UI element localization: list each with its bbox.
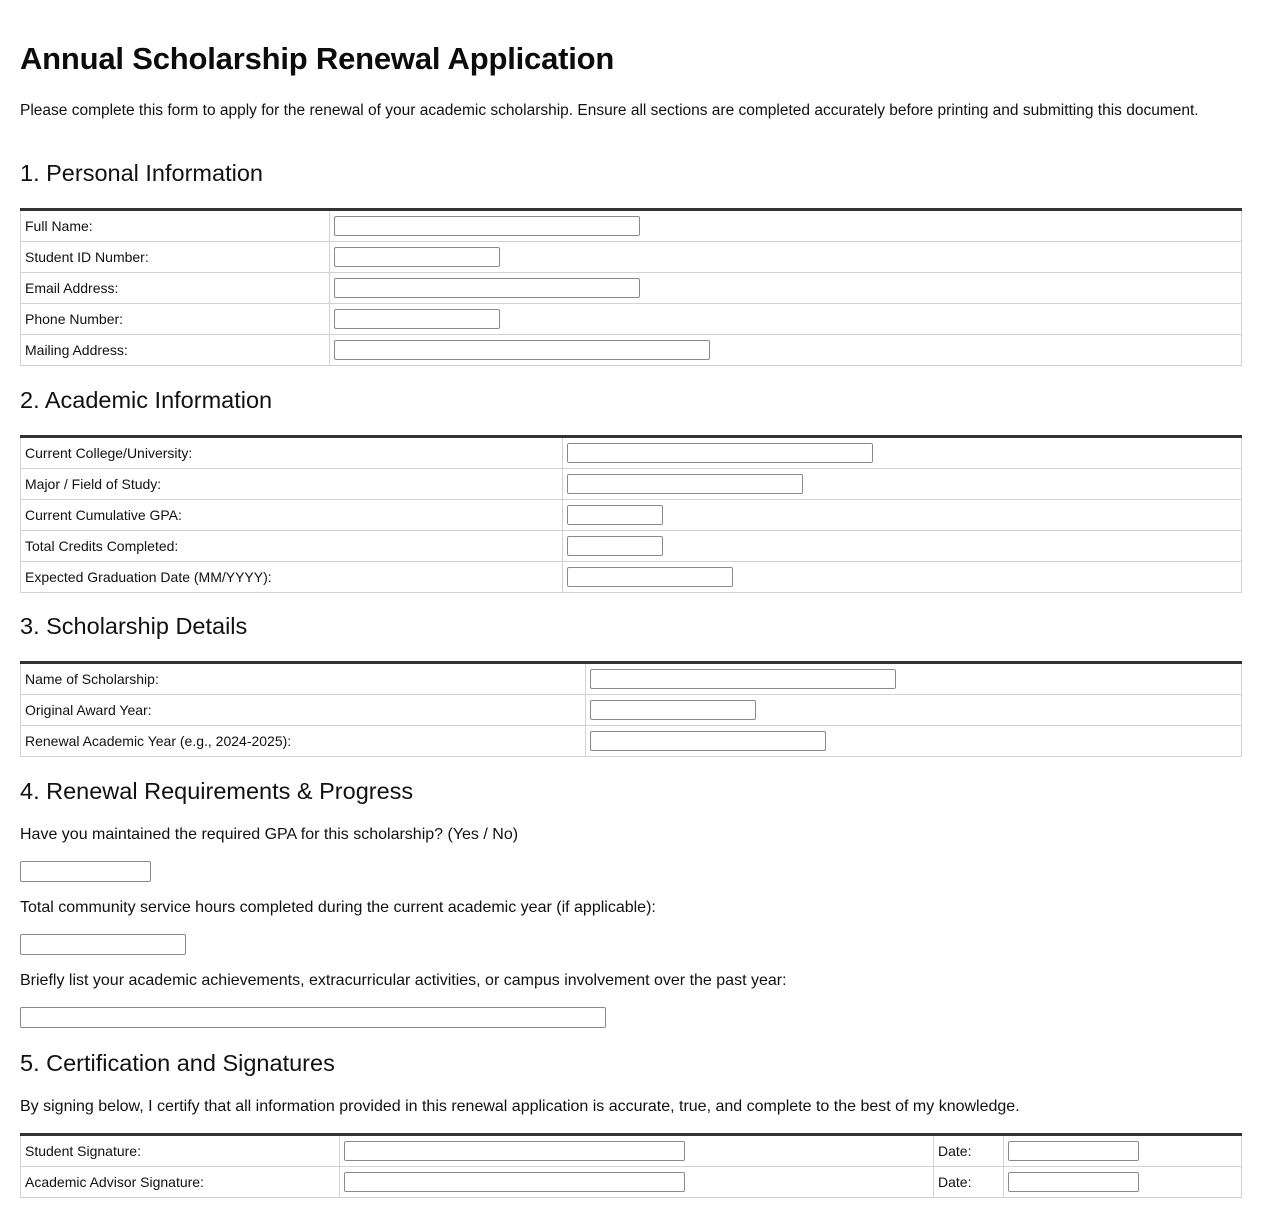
section-heading-academic: 2. Academic Information: [20, 387, 273, 413]
credits-label: Total Credits Completed:: [21, 531, 563, 562]
page-title: Annual Scholarship Renewal Application: [20, 41, 615, 76]
scholarship-details-table: [20, 661, 1242, 757]
intro-text: Please complete this form to apply for the renewal of your academic scholarship. Ensure all sections are completed accurately before printing and submitting this document.: [20, 102, 1199, 119]
table-row: [21, 500, 1242, 531]
table-row: [21, 335, 1242, 366]
advisor-signature-label: Academic Advisor Signature:: [21, 1167, 340, 1198]
student-id-input[interactable]: [334, 247, 500, 267]
mailing-address-label: Mailing Address:: [21, 335, 330, 366]
email-input[interactable]: [334, 278, 640, 298]
student-id-label: Student ID Number:: [21, 242, 330, 273]
table-row: [21, 1135, 1242, 1167]
graduation-date-input[interactable]: [567, 567, 733, 587]
gpa-input[interactable]: [567, 505, 663, 525]
gpa-maintained-question: Have you maintained the required GPA for this scholarship? (Yes / No): [20, 826, 519, 843]
student-signature-input[interactable]: [344, 1141, 685, 1161]
renewal-year-input[interactable]: [590, 731, 826, 751]
table-row: [21, 304, 1242, 335]
certification-statement: By signing below, I certify that all information provided in this renewal application is accurate, true, and complete to the best of my knowledge.: [20, 1098, 1020, 1115]
award-year-label: Original Award Year:: [21, 695, 586, 726]
achievements-input[interactable]: [20, 1007, 606, 1028]
college-label: Current College/University:: [21, 437, 563, 469]
advisor-date-label: Date:: [934, 1167, 1004, 1198]
major-input[interactable]: [567, 474, 803, 494]
section-heading-scholarship: 3. Scholarship Details: [20, 613, 248, 639]
gpa-maintained-input[interactable]: [20, 861, 151, 882]
table-row: [21, 1167, 1242, 1198]
renewal-year-label: Renewal Academic Year (e.g., 2024-2025):: [21, 726, 586, 757]
full-name-input[interactable]: [334, 216, 640, 236]
gpa-label: Current Cumulative GPA:: [21, 500, 563, 531]
academic-info-table: [20, 435, 1242, 593]
table-row: [21, 210, 1242, 242]
signatures-table: [20, 1133, 1242, 1198]
full-name-label: Full Name:: [21, 210, 330, 242]
scholarship-name-label: Name of Scholarship:: [21, 663, 586, 695]
table-row: [21, 562, 1242, 593]
email-label: Email Address:: [21, 273, 330, 304]
table-row: [21, 437, 1242, 469]
section-heading-renewal: 4. Renewal Requirements & Progress: [20, 778, 414, 804]
graduation-date-label: Expected Graduation Date (MM/YYYY):: [21, 562, 563, 593]
scholarship-name-input[interactable]: [590, 669, 896, 689]
student-signature-label: Student Signature:: [21, 1135, 340, 1167]
service-hours-input[interactable]: [20, 934, 186, 955]
advisor-date-input[interactable]: [1008, 1172, 1139, 1192]
student-date-label: Date:: [934, 1135, 1004, 1167]
table-row: [21, 663, 1242, 695]
table-row: [21, 726, 1242, 757]
major-label: Major / Field of Study:: [21, 469, 563, 500]
table-row: [21, 531, 1242, 562]
table-row: [21, 242, 1242, 273]
table-row: [21, 273, 1242, 304]
table-row: [21, 695, 1242, 726]
section-heading-certification: 5. Certification and Signatures: [20, 1050, 335, 1076]
student-date-input[interactable]: [1008, 1141, 1139, 1161]
credits-input[interactable]: [567, 536, 663, 556]
table-row: [21, 469, 1242, 500]
service-hours-question: Total community service hours completed during the current academic year (if applicable):: [20, 899, 656, 916]
achievements-question: Briefly list your academic achievements, extracurricular activities, or campus involvement over the past year:: [20, 972, 787, 989]
personal-info-table: [20, 208, 1242, 366]
section-heading-personal: 1. Personal Information: [20, 160, 263, 186]
phone-label: Phone Number:: [21, 304, 330, 335]
award-year-input[interactable]: [590, 700, 756, 720]
phone-input[interactable]: [334, 309, 500, 329]
college-input[interactable]: [567, 443, 873, 463]
advisor-signature-input[interactable]: [344, 1172, 685, 1192]
mailing-address-input[interactable]: [334, 340, 710, 360]
